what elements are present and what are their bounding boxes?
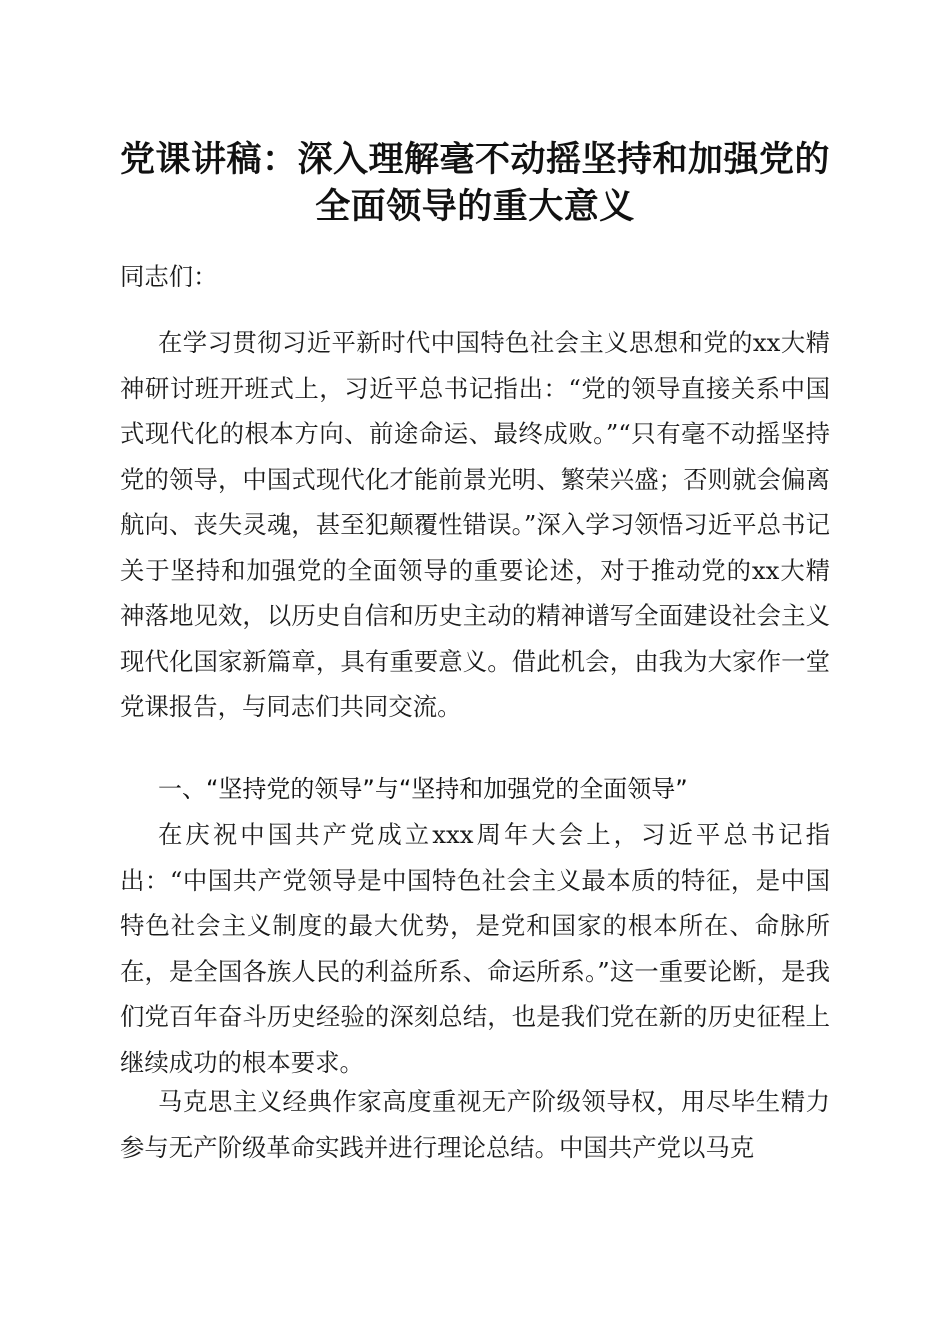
- document-title-line-2: 全面领导的重大意义: [315, 186, 635, 227]
- paragraph-section1-a: 在庆祝中国共产党成立xxx周年大会上，习近平总书记指出：“中国共产党领导是中国特色社会主义最本质的特征，是中国特色社会主义制度的最大优势，是党和国家的根本所在、命脉所在，是全国各族人民的利益所系、命运所系。”这一重要论断，是我们党百年奋斗历史经验的深刻总结，也是我们党在新的历史征程上继续成功的根本要求。: [120, 820, 830, 1077]
- section-heading-1: 一、“坚持党的领导”与“坚持和加强党的全面领导”: [158, 775, 688, 803]
- document-title-line-1: 党课讲稿：深入理解毫不动摇坚持和加强党的: [119, 139, 830, 180]
- paragraph-intro: 在学习贯彻习近平新时代中国特色社会主义思想和党的xx大精神研讨班开班式上，习近平总书记指出：“党的领导直接关系中国式现代化的根本方向、前途命运、最终成败。”“只有毫不动摇坚持党的领导，中国式现代化才能前景光明、繁荣兴盛；否则就会偏离航向、丧失灵魂，甚至犯颠覆性错误。”深入学习领悟习近平总书记关于坚持和加强党的全面领导的重要论述，对于推动党的xx大精神落地见效，以历史自信和历史主动的精神谱写全面建设社会主义现代化国家新篇章，具有重要意义。借此机会，由我为大家作一堂党课报告，与同志们共同交流。: [120, 328, 830, 721]
- salutation: 同志们：: [120, 262, 218, 291]
- paragraph-section1-b: 马克思主义经典作家高度重视无产阶级领导权，用尽毕生精力参与无产阶级革命实践并进行理论总结。中国共产党以马克: [120, 1087, 830, 1162]
